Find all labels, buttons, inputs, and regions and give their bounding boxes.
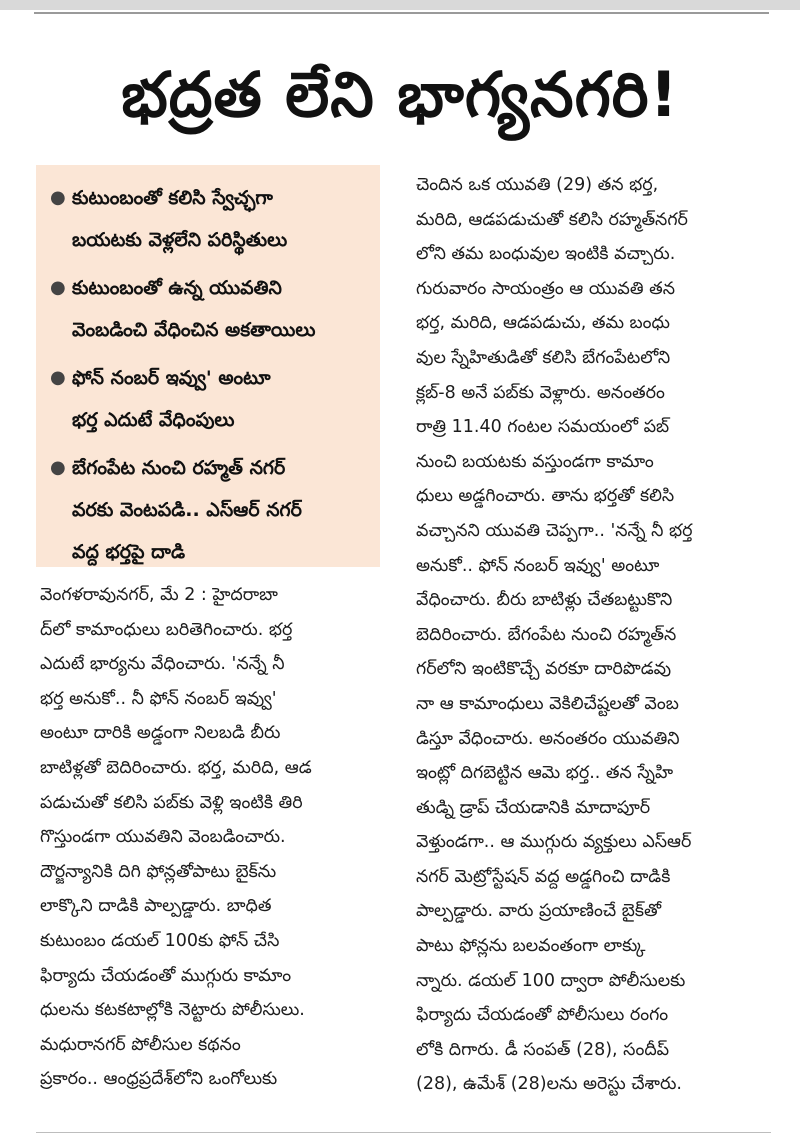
highlight-text: ఫోన్ నంబర్ ఇవ్వు' అంటూ భర్త ఎదుటే వేధింపులు [72, 367, 271, 431]
highlights-box [36, 165, 380, 567]
highlight-text: బేగంపేట నుంచి రహ్మత్ నగర్ వరకు వెంటపడి.. ఎస్ఆర్ నగర్ వద్ద భర్తపై దాడి [72, 457, 302, 563]
highlight-item [50, 357, 368, 441]
highlight-text: కుటుంబంతో ఉన్న యువతిని వెంబడించి వేధించిన అకతాయిలు [72, 277, 316, 341]
highlight-item [50, 267, 368, 351]
article-body-left-column: వెంగళరావునగర్, మే 2 : హైదరాబా ద్‌లో కామాంధులు బరితెగించారు. భర్త ఎదుటే భార్యను వేధించారు. 'నన్నే నీ భర్త అనుకో.. నీ ఫోన్ నంబర్ ఇవ్వు' అంటూ దారికి అడ్డంగా నిలబడి బీరు బాటిళ్లతో బెదిరించారు. భర్త, మరిది, ఆడ పడుచుతో కలిసి పబ్‌కు వెళ్లి ఇంటికి తిరి గొస్తుండగా యువతిని వెంబడించారు. దౌర్జన్యానికి దిగి ఫోన్లతోపాటు బైక్‌ను లాక్కొని దాడికి పాల్పడ్డారు. బాధిత కుటుంబం డయల్ 100కు ఫోన్ చేసి ఫిర్యాదు చేయడంతో ముగ్గురు కామాం ధులను కటకటాల్లోకి నెట్టారు పోలీసులు. మధురానగర్ పోలీసుల కథనం ప్రకారం.. ఆంధ్రప్రదేశ్‌లోని ఒంగోలుకు [40, 585, 312, 1090]
bullet-icon: ● [50, 187, 66, 208]
highlight-item [50, 177, 368, 261]
top-divider [34, 12, 769, 14]
highlight-text: కుటుంబంతో కలిసి స్వేచ్ఛగా బయటకు వెళ్లలేని పరిస్థితులు [72, 187, 288, 251]
highlight-item [50, 447, 368, 573]
article-body-right-column: చెందిన ఒక యువతి (29) తన భర్త, మరిది, ఆడపడుచుతో కలిసి రహ్మత్‌నగర్ లోని తమ బంధువుల ఇంటికి వచ్చారు. గురువారం సాయంత్రం ఆ యువతి తన భర్త, మరిది, ఆడపడుచు, తమ బంధు వుల స్నేహితుడితో కలిసి బేగంపేటలోని క్లబ్-8 అనే పబ్‌కు వెళ్లారు. అనంతరం రాత్రి 11.40 గంటల సమయంలో పబ్ నుంచి బయటకు వస్తుండగా కామాం ధులు అడ్డగించారు. తాను భర్తతో కలిసి వచ్చానని యువతి చెప్పగా.. 'నన్నే నీ భర్త అనుకో.. ఫోన్ నంబర్ ఇవ్వు' అంటూ వేధించారు. బీరు బాటిళ్లు చేతబట్టుకొని బెదిరించారు. బేగంపేట నుంచి రహ్మత్‌న గర్‌లోని ఇంటికొచ్చే వరకూ దారిపొడవు నా ఆ కామాంధులు వెకిలిచేష్టలతో వెంబ డిస్తూ వేధించారు. అనంతరం యువతిని ఇంట్లో దిగబెట్టిన ఆమె భర్త.. తన స్నేహి తుడ్ని డ్రాప్ చేయడానికి మాదాపూర్ వెళ్తుండగా.. ఆ ముగ్గురు వ్యక్తులు ఎస్ఆర్ నగర్ మెట్రోస్టేషన్ వద్ద అడ్డగించి దాడికి పాల్పడ్డారు. వారు ప్రయాణించే బైక్‌తో పాటు ఫోన్లను బలవంతంగా లాక్కు న్నారు. డయల్ 100 ద్వారా పోలీసులకు ఫిర్యాదు చేయడంతో పోలీసులు రంగం లోకి దిగారు. డీ సంపత్ (28), సందీప్ (28), ఉమేశ్ (28)లను అరెస్టు చేశారు. [416, 175, 693, 1095]
bullet-icon: ● [50, 367, 66, 388]
top-border [0, 0, 800, 10]
bullet-icon: ● [50, 277, 66, 298]
article-headline: భద్రత లేని భాగ్యనగరి! [121, 58, 679, 131]
bullet-icon: ● [50, 457, 66, 478]
bottom-divider [36, 1132, 771, 1133]
